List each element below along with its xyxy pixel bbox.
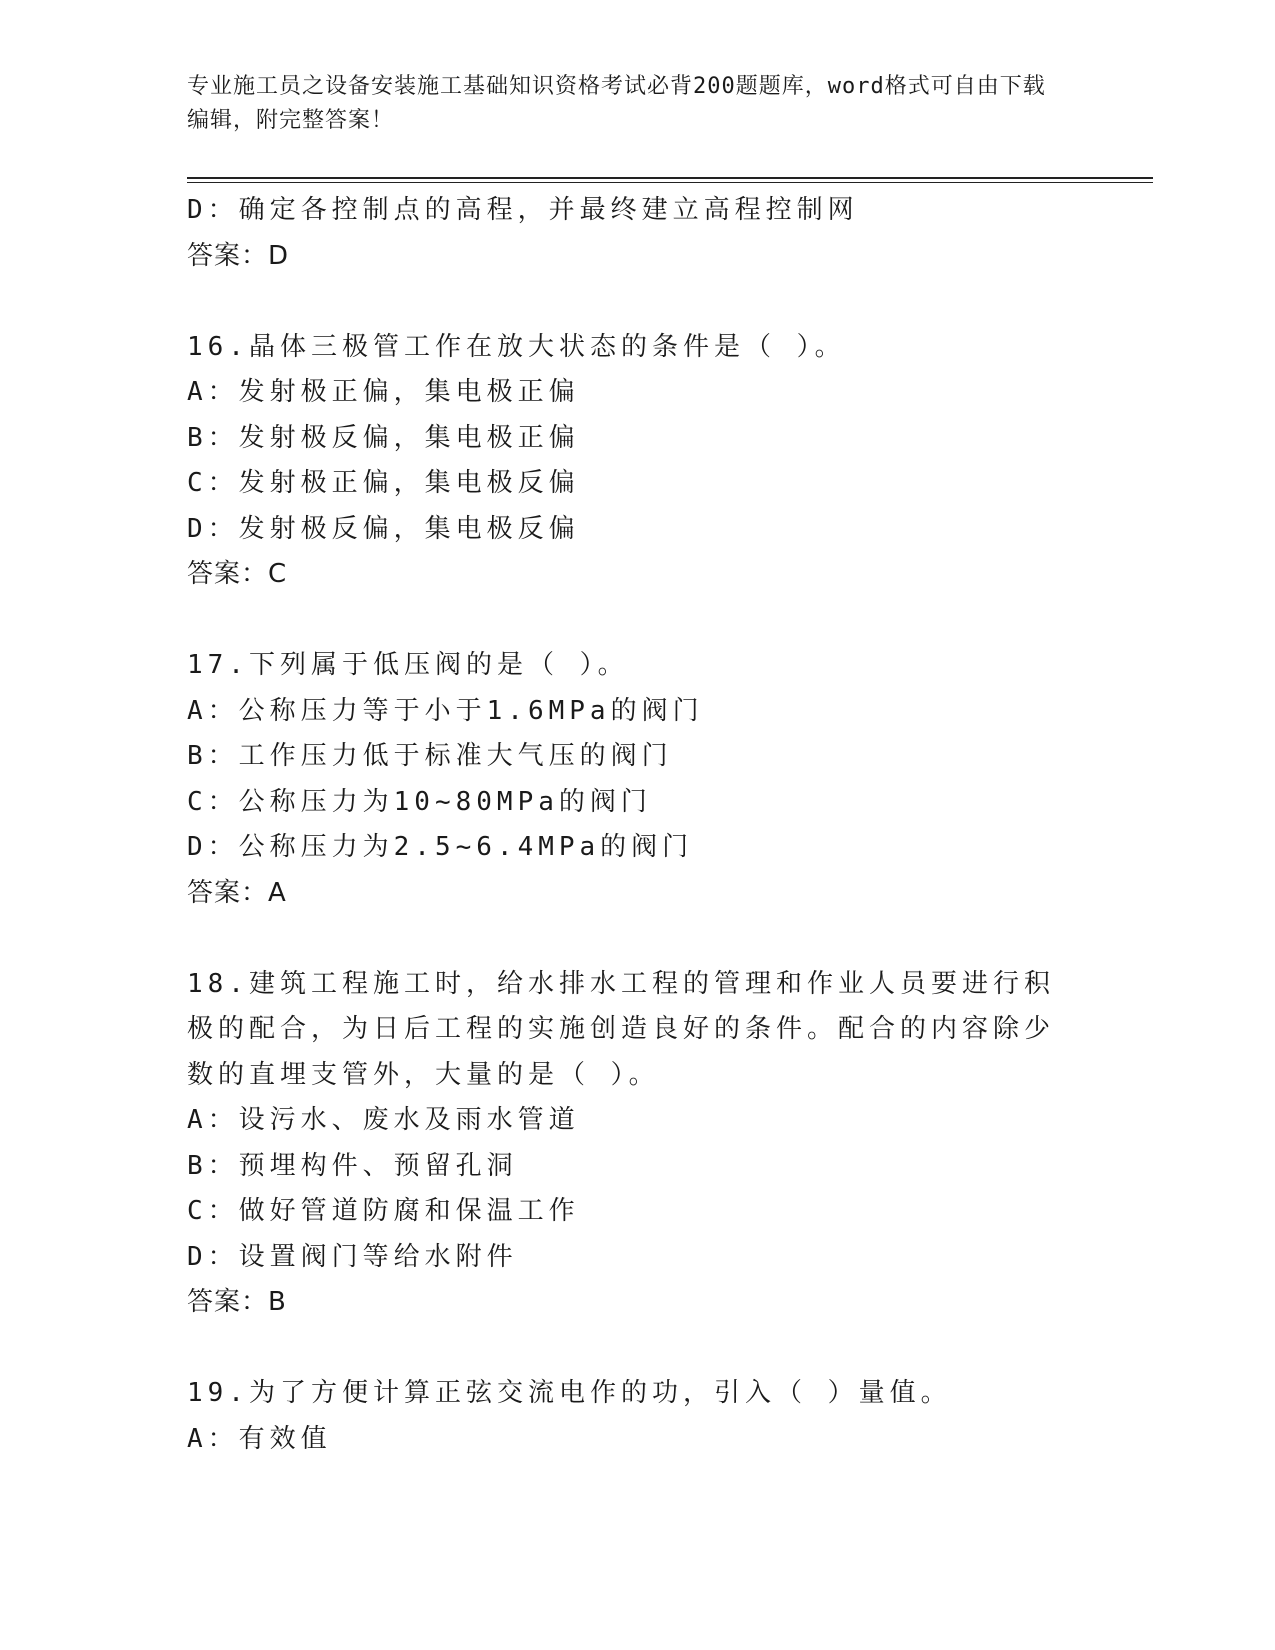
answer-label: 答案：A: [187, 877, 287, 908]
option-c: C：做好管道防腐和保温工作: [187, 1196, 580, 1226]
header-divider-thin: [187, 182, 1153, 183]
option-b: B：发射极反偏，集电极正偏: [187, 422, 580, 453]
question-17: [187, 643, 1087, 916]
question-text: 16.晶体三极管工作在放大状态的条件是（ ）。: [187, 331, 846, 362]
option-c: C：发射极正偏，集电极反偏: [187, 468, 580, 498]
spacer: [187, 279, 1087, 325]
option-a: A：有效值: [187, 1423, 332, 1454]
option-a: A：公称压力等于小于1.6MPa的阀门: [187, 695, 704, 726]
header-divider-thick: [187, 177, 1153, 179]
spacer: [187, 1326, 1087, 1372]
question-text: 19.为了方便计算正弦交流电作的功，引入（ ）量值。: [187, 1378, 952, 1408]
question-19: [187, 1371, 1087, 1462]
option-b: B：预埋构件、预留孔洞: [187, 1150, 518, 1181]
spacer: [187, 598, 1087, 644]
option-d: D：确定各控制点的高程，并最终建立高程控制网: [187, 195, 859, 225]
answer-label: 答案：C: [187, 559, 288, 589]
option-d: D：公称压力为2.5~6.4MPa的阀门: [187, 832, 694, 862]
question-text: 17.下列属于低压阀的是（ ）。: [187, 650, 629, 680]
question-18: [187, 962, 1087, 1326]
option-d: D：设置阀门等给水附件: [187, 1241, 518, 1272]
question-list: [187, 188, 1087, 1462]
answer-label: 答案：B: [187, 1287, 287, 1317]
document-header: 专业施工员之设备安装施工基础知识资格考试必背200题题库，word格式可自由下载编辑，附完整答案！: [187, 74, 1046, 133]
answer-label: 答案：D: [187, 240, 290, 271]
option-b: B：工作压力低于标准大气压的阀门: [187, 741, 673, 771]
question-text: 18.建筑工程施工时，给水排水工程的管理和作业人员要进行积极的配合，为日后工程的实施创造良好的条件。配合的内容除少数的直埋支管外，大量的是（ ）。: [187, 968, 1056, 1090]
option-a: A：发射极正偏，集电极正偏: [187, 377, 580, 407]
question-16: [187, 325, 1087, 598]
option-d: D：发射极反偏，集电极反偏: [187, 513, 580, 544]
option-c: C：公称压力为10~80MPa的阀门: [187, 786, 652, 817]
spacer: [187, 916, 1087, 962]
option-a: A：设污水、废水及雨水管道: [187, 1105, 580, 1135]
